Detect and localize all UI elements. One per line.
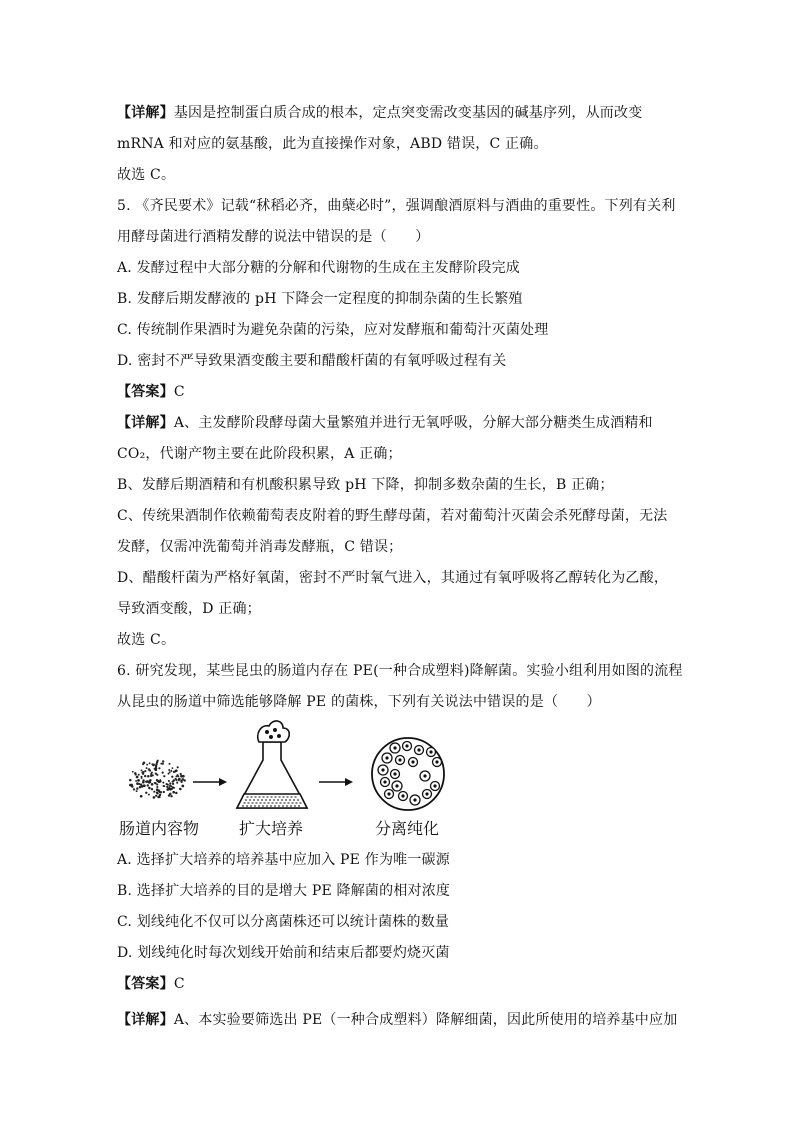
answer-value: C: [173, 384, 185, 400]
q6-explain-text: A、本实验要筛选出 PE（一种合成塑料）降解细菌，因此所使用的培养基中应加: [173, 1012, 678, 1028]
q6-answer: [117, 974, 677, 994]
q5-explain-line-1: [117, 413, 677, 433]
q5-explain-line-4: C、传统果酒制作依赖葡萄表皮附着的野生酵母菌，若对葡萄汁灭菌会杀死酵母菌，无法: [117, 508, 668, 524]
flow-diagram: [117, 716, 497, 846]
q6-option-a: A. 选择扩大培养的培养基中应加入 PE 作为唯一碳源: [117, 852, 450, 868]
answer-value: C: [173, 976, 185, 992]
q4-conclusion: 故选 C。: [117, 167, 176, 183]
q5-explain-line-5: 发酵，仅需冲洗葡萄并消毒发酵瓶，C 错误；: [117, 539, 403, 555]
q5-option-c: C. 传统制作果酒时为避免杂菌的污染，应对发酵瓶和葡萄汁灭菌处理: [117, 322, 549, 338]
explain-label: 【详解】: [117, 1012, 174, 1028]
q6-option-c: C. 划线纯化不仅可以分离菌株还可以统计菌株的数量: [117, 914, 450, 930]
q5-explain-line-3: B、发酵后期酒精和有机酸积累导致 pH 下降，抑制多数杂菌的生长，B 正确；: [117, 477, 614, 493]
q5-explain-text: A、主发酵阶段酵母菌大量繁殖并进行无氧呼吸，分解大部分糖类生成酒精和: [173, 415, 653, 431]
q4-explain-text: 基因是控制蛋白质合成的根本，定点突变需改变基因的碱基序列，从而改变: [173, 105, 643, 121]
q5-explain-line-2: CO₂，代谢产物主要在此阶段积累，A 正确；: [117, 446, 402, 462]
gut-contents-dots-icon: [129, 760, 186, 799]
q6-explain-line-1: [117, 1010, 687, 1030]
q5-option-d: D. 密封不严导致果酒变酸主要和醋酸杆菌的有氧呼吸过程有关: [117, 353, 507, 369]
q4-explain-line-2: mRNA 和对应的氨基酸，此为直接操作对象，ABD 错误，C 正确。: [117, 136, 548, 152]
arrow-icon: [193, 778, 227, 786]
figure-label-isolation: 分离纯化: [375, 819, 440, 838]
q5-option-a: A. 发酵过程中大部分糖的分解和代谢物的生成在主发酵阶段完成: [117, 260, 521, 276]
q6-stem-line-2: 从昆虫的肠道中筛选能够降解 PE 的菌株，下列有关说法中错误的是（ ）: [117, 694, 601, 710]
q5-stem-line-2: 用酵母菌进行酒精发酵的说法中错误的是（ ）: [117, 229, 430, 245]
figure-label-gut-contents: 肠道内容物: [119, 819, 200, 838]
q6-option-d: D. 划线纯化时每次划线开始前和结束后都要灼烧灭菌: [117, 945, 450, 961]
q5-conclusion: 故选 C。: [117, 632, 176, 648]
q5-stem-line-1: 5. 《齐民要术》记载“秫稻必齐，曲蘖必时”，强调酿酒原料与酒曲的重要性。下列有关利: [117, 198, 676, 214]
flask-icon: [237, 721, 307, 808]
answer-label: 【答案】: [117, 384, 174, 400]
q5-explain-line-7: 导致酒变酸，D 正确；: [117, 601, 261, 617]
q5-explain-line-6: D、醋酸杆菌为严格好氧菌，密封不严时氧气进入，其通过有氧呼吸将乙醇转化为乙酸，: [117, 570, 669, 586]
q5-answer: [117, 382, 677, 402]
figure-label-enrichment: 扩大培养: [239, 819, 304, 838]
flow-diagram-graphic: [117, 716, 497, 816]
explain-label: 【详解】: [117, 415, 174, 431]
petri-dish-icon: [372, 738, 444, 810]
explain-label: 【详解】: [117, 105, 174, 121]
answer-label: 【答案】: [117, 976, 174, 992]
q6-stem-line-1: 6. 研究发现，某些昆虫的肠道内存在 PE(一种合成塑料)降解菌。实验小组利用如图的流程: [117, 663, 683, 679]
arrow-icon: [319, 778, 353, 786]
q4-explain-line-1: [117, 103, 677, 123]
q5-option-b: B. 发酵后期发酵液的 pH 下降会一定程度的抑制杂菌的生长繁殖: [117, 291, 523, 307]
q6-option-b: B. 选择扩大培养的目的是增大 PE 降解菌的相对浓度: [117, 883, 451, 899]
